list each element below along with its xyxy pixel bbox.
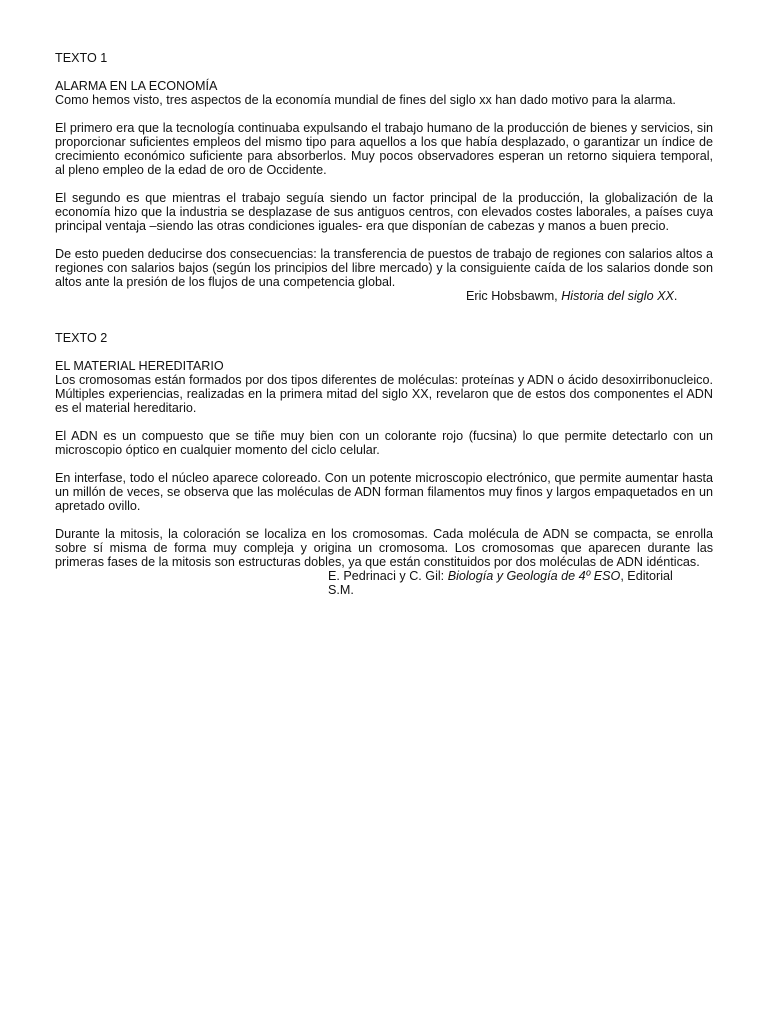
- text1-paragraph-2: El segundo es que mientras el trabajo seguía siendo un factor principal de la producción, la globalización de la economía hizo que la industria se desplazase de sus antiguos centros, con elevados costes laborales, a países cuya principal ventaja –siendo las otras condiciones iguales- era que disponían de cabezas y manos a buen precio.: [55, 191, 713, 233]
- text1-citation: [55, 289, 713, 303]
- text2-paragraph-4: Durante la mitosis, la coloración se localiza en los cromosomas. Cada molécula de ADN se compacta, se enrolla sobre sí misma de forma muy compleja y origina un cromosoma. Los cromosomas que aparecen durante las primeras fases de la mitosis son estructuras dobles, ya que están constituidos por dos moléculas de ADN idénticas.: [55, 527, 713, 569]
- text2-label: TEXTO 2: [55, 331, 108, 345]
- text1-title: ALARMA EN LA ECONOMÍA: [55, 79, 218, 93]
- text1-label: TEXTO 1: [55, 51, 108, 65]
- document-page: [55, 51, 713, 597]
- text2-citation-author: E. Pedrinaci y C. Gil:: [328, 569, 448, 583]
- text1-citation-work: Historia del siglo XX: [561, 289, 674, 303]
- section-divider-space: [55, 303, 713, 331]
- text2-citation: [55, 569, 713, 597]
- text2-paragraph-1: Los cromosomas están formados por dos tipos diferentes de moléculas: proteínas y ADN o ácido desoxirribonucleico. Múltiples experiencias, realizadas en la primera mitad del siglo XX, revelaron que de estos dos componentes el ADN es el material hereditario.: [55, 373, 713, 415]
- text2-paragraph-3: En interfase, todo el núcleo aparece coloreado. Con un potente microscopio electrónico, que permite aumentar hasta un millón de veces, se observa que las moléculas de ADN forman filamentos muy finos y largos empaquetados en un apretado ovillo.: [55, 471, 713, 513]
- text1-citation-end: .: [673, 289, 678, 303]
- text2-citation-publisher: , Editorial: [620, 569, 673, 583]
- text2-citation-work: Biología y Geología de 4º ESO: [447, 569, 621, 583]
- text2-citation-publisher-end: S.M.: [328, 583, 354, 597]
- text2-paragraph-2: El ADN es un compuesto que se tiñe muy bien con un colorante rojo (fucsina) lo que permite detectarlo con un microscopio óptico en cualquier momento del ciclo celular.: [55, 429, 713, 457]
- text2-title: EL MATERIAL HEREDITARIO: [55, 359, 224, 373]
- text1-section: [55, 51, 713, 303]
- text2-section: [55, 331, 713, 597]
- text1-paragraph-3: De esto pueden deducirse dos consecuencias: la transferencia de puestos de trabajo de regiones con salarios altos a regiones con salarios bajos (según los principios del libre mercado) y la consiguiente caída de los salarios donde son altos ante la presión de los flujos de una competencia global.: [55, 247, 713, 289]
- text1-paragraph-1: El primero era que la tecnología continuaba expulsando el trabajo humano de la producción de bienes y servicios, sin proporcionar suficientes empleos del mismo tipo para aquellos a los que había desplazado, o garantizar un índice de crecimiento económico suficiente para absorberlos. Muy pocos observadores esperan un retorno siquiera temporal, al pleno empleo de la edad de oro de Occidente.: [55, 121, 713, 177]
- text1-citation-author: Eric Hobsbawm,: [466, 289, 562, 303]
- text1-intro: Como hemos visto, tres aspectos de la economía mundial de fines del siglo xx han dado motivo para la alarma.: [55, 93, 676, 107]
